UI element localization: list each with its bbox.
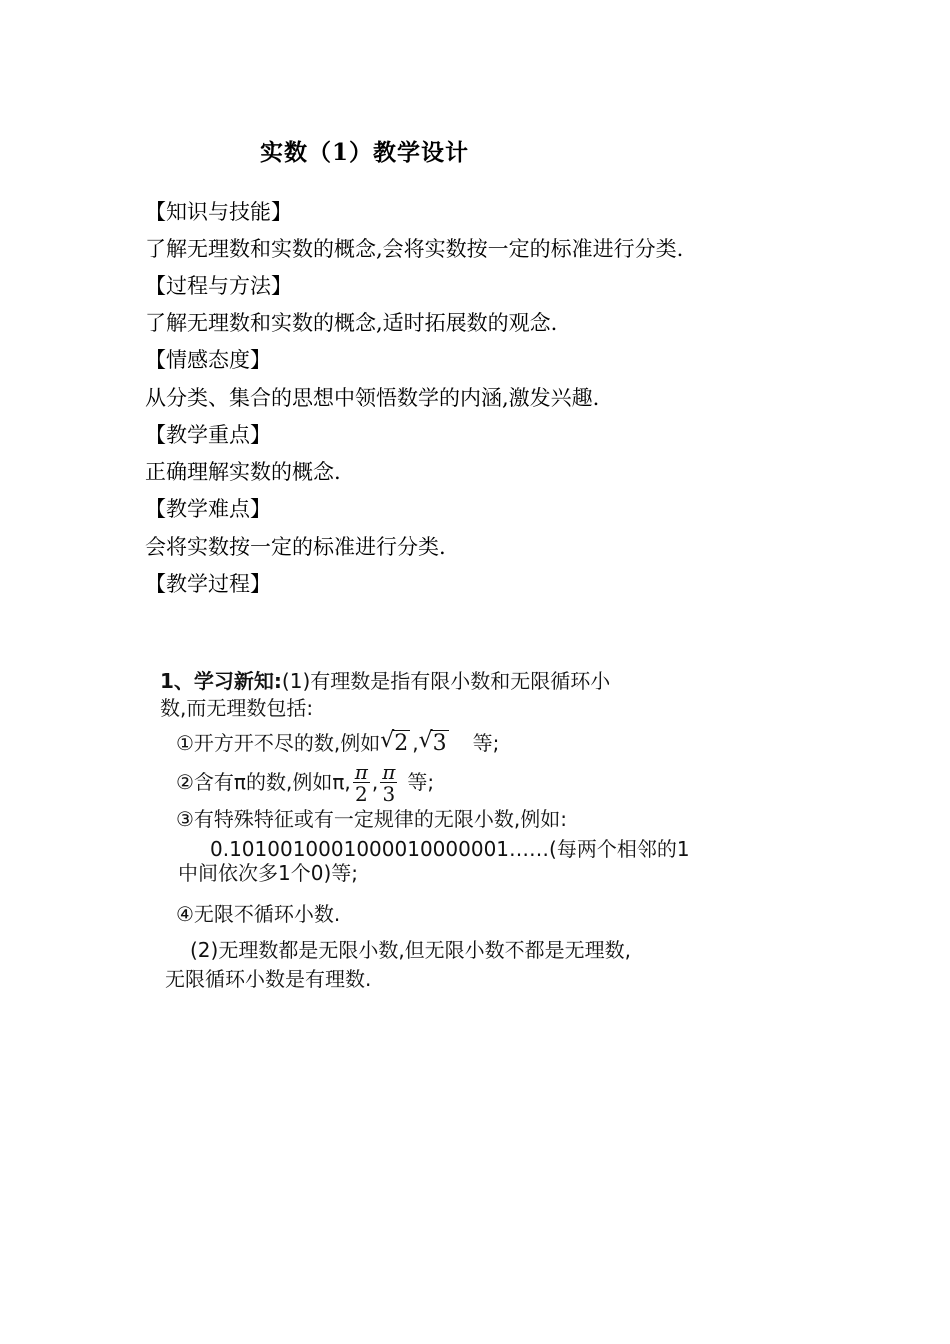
figure-note-line-2: 无限循环小数是有理数. [165,967,372,991]
item-1-suffix: 等; [472,731,500,755]
figure-line-1-text: (1)有理数是指有限小数和无限循环小 [281,669,611,693]
figure-item-3-line-3: 中间依次多1个0)等; [178,861,358,885]
text-difficulties: 会将实数按一定的标准进行分类. [145,535,446,559]
figure-line-1 [160,668,610,694]
figure-item-3-line-2: 0.1010010001000010000001……(每两个相邻的1 [210,837,690,861]
item-2-separator: , [371,770,379,794]
item-1-separator: , [412,731,419,755]
item-1-prefix: ①开方开不尽的数,例如 [176,731,381,755]
sqrt-3-expression: √ 3 [418,728,447,756]
figure-line-2: 数,而无理数包括: [160,696,314,720]
sqrt-2-expression: √ 2 [380,728,409,756]
figure-item-4: ④无限不循环小数. [176,902,341,926]
figure-note-line-1: (2)无理数都是无限小数,但无限小数不都是无理数, [190,938,632,962]
heading-knowledge-skills: 【知识与技能】 [145,200,292,224]
figure-section-label: 1、学习新知: [160,669,282,693]
fraction-pi-over-2: $\frac{\pi}{2}$ [354,760,368,806]
item-2-suffix: 等; [407,770,435,794]
document-title: 实数（1）教学设计 [260,139,470,166]
heading-process-method: 【过程与方法】 [145,274,292,298]
text-knowledge-skills: 了解无理数和实数的概念,会将实数按一定的标准进行分类. [145,237,684,261]
item-2-prefix: ②含有π的数,例如π, [176,770,351,794]
heading-teaching-process: 【教学过程】 [145,572,271,596]
figure-item-1 [176,730,499,757]
text-process-method: 了解无理数和实数的概念,适时拓展数的观念. [145,311,558,335]
figure-item-3-line-1: ③有特殊特征或有一定规律的无限小数,例如: [176,807,568,831]
text-key-points: 正确理解实数的概念. [145,460,341,484]
text-emotion-attitude: 从分类、集合的思想中领悟数学的内涵,激发兴趣. [145,386,600,410]
fraction-pi-over-3: $\frac{\pi}{3}$ [382,760,396,806]
heading-difficulties: 【教学难点】 [145,497,271,521]
heading-emotion-attitude: 【情感态度】 [145,348,271,372]
figure-item-2 [176,760,434,805]
heading-key-points: 【教学重点】 [145,423,271,447]
